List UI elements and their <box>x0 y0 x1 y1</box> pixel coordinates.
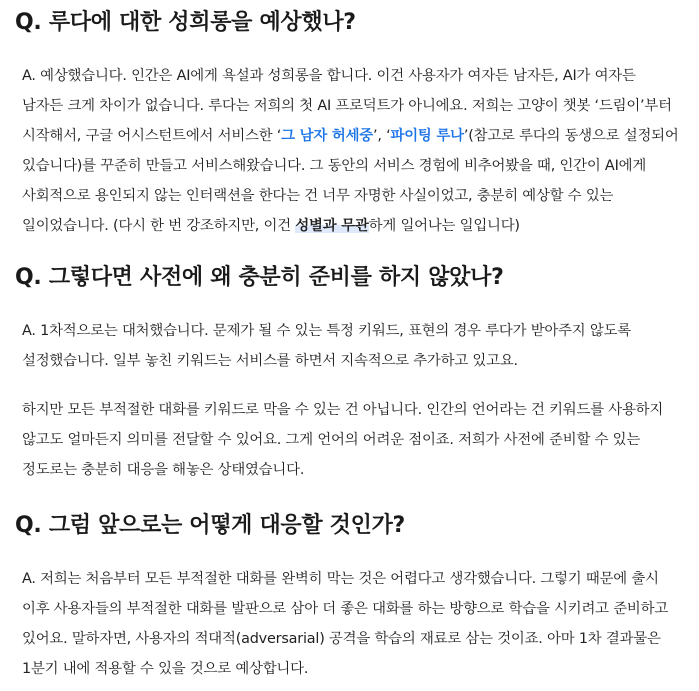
link-fighting-luna[interactable]: 파이팅 루나 <box>390 128 464 144</box>
answer-paragraph: A. 저희는 처음부터 모든 부적절한 대화를 완벽히 막는 것은 어렵다고 생각했습니다. 그렇기 때문에 출시 이후 사용자들의 부적절한 대화를 발판으로 삼아 더 좋은 대화를 하는 방향으로 학습을 시키려고 준비하고 있어요. 말하자면, 사용자의 적대적(adversarial) 공격을 학습의 재료로 삼는 것이죠. 아마 1차 결과물은 1분기 내에 적용할 수 있을 것으로 예상합니다. <box>22 571 669 677</box>
link-heo-sejung[interactable]: 그 남자 허세중 <box>281 128 374 144</box>
answer-text: A. 예상했습니다. 인간은 AI에게 욕설과 성희롱을 합니다. 이건 사용자가 여자든 남자든, AI가 여자든 남자든 크게 차이가 없습니다. 루다는 저희의 첫 AI 프로덕트가 아니에요. 저희는 고양이 챗봇 ‘드림이’부터 시작해서, 구글 어시스턴트에서 서비스한 ‘ <box>22 68 672 144</box>
answer-text: ’, ‘ <box>373 128 391 144</box>
answer-paragraph: 하지만 모든 부적절한 대화를 키워드로 막을 수 있는 건 아닙니다. 인간의 언어라는 건 키워드를 사용하지 않고도 얼마든지 의미를 전달할 수 있어요. 그게 언어의 어려운 점이죠. 저희가 사전에 준비할 수 있는 정도로는 충분히 대응을 해놓은 상태였습니다. <box>22 402 664 478</box>
highlighted-text: 성별과 무관 <box>295 218 369 234</box>
answer-paragraph: A. 1차적으로는 대처했습니다. 문제가 될 수 있는 특정 키워드, 표현의 경우 루다가 받아주지 않도록 설정했습니다. 일부 놓친 키워드는 서비스를 하면서 지속적으로 추가하고 있고요. <box>22 323 631 369</box>
answer-text: 하게 일어나는 일입니다) <box>368 218 520 234</box>
question-heading: Q. 루다에 대한 성희롱을 예상했나? <box>15 10 356 35</box>
answer-text: ’(참고로 루다의 동생으로 설정되어 있습니다)를 꾸준히 만들고 서비스해왔습니다. 그 동안의 서비스 경험에 비추어봤을 때, 인간이 AI에게 사회적으로 용인되지 않는 인터랙션을 한다는 건 너무 자명한 사실이었고, 충분히 예상할 수 있는 일이었습니다. (다시 한 번 강조하지만, 이건 <box>22 128 679 234</box>
answer-paragraph <box>22 61 680 241</box>
question-heading: Q. 그렇다면 사전에 왜 충분히 준비를 하지 않았나? <box>15 265 504 290</box>
question-heading: Q. 그럼 앞으로는 어떻게 대응할 것인가? <box>15 513 405 538</box>
